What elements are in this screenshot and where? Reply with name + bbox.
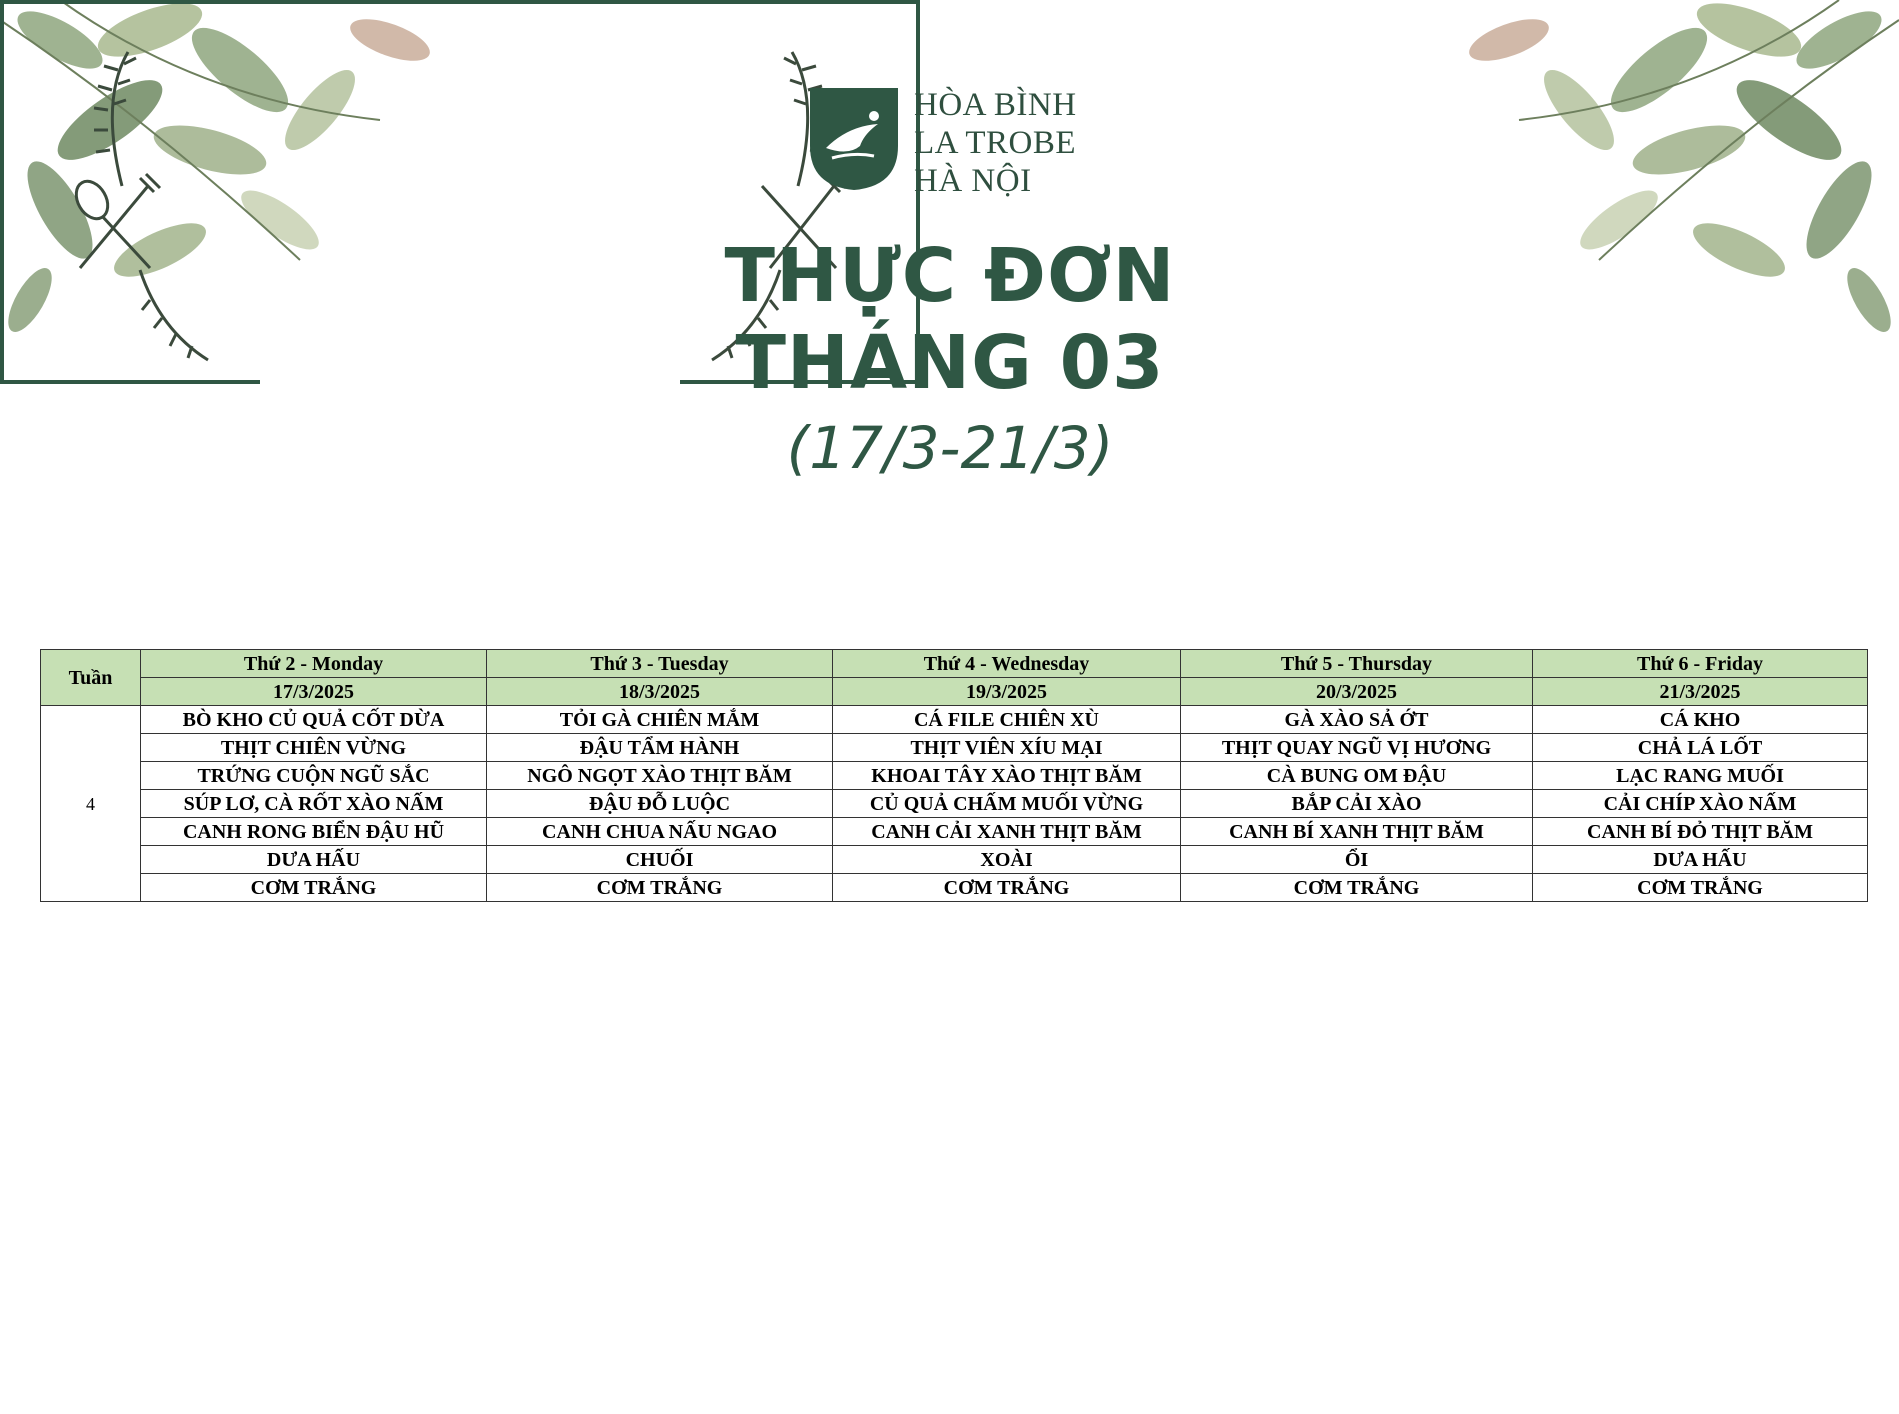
dish-cell: CÁ FILE CHIÊN XÙ — [833, 706, 1181, 734]
shield-bird-icon — [808, 86, 900, 192]
menu-table — [40, 649, 1868, 902]
dish-cell: DƯA HẤU — [141, 846, 487, 874]
dish-cell: CHUỐI — [487, 846, 833, 874]
logo-text — [914, 86, 1077, 200]
table-row — [41, 874, 1868, 902]
dish-cell: CẢI CHÍP XÀO NẤM — [1533, 790, 1868, 818]
day-name-header: Thứ 2 - Monday — [141, 650, 487, 678]
dish-cell: TRỨNG CUỘN NGŨ SẮC — [141, 762, 487, 790]
table-row — [41, 762, 1868, 790]
dish-cell: LẠC RANG MUỐI — [1533, 762, 1868, 790]
dish-cell: CỦ QUẢ CHẤM MUỐI VỪNG — [833, 790, 1181, 818]
dish-cell: BẮP CẢI XÀO — [1181, 790, 1533, 818]
day-date-header: 17/3/2025 — [141, 678, 487, 706]
school-logo — [808, 86, 1108, 199]
dish-cell: CÁ KHO — [1533, 706, 1868, 734]
dish-cell: THỊT CHIÊN VỪNG — [141, 734, 487, 762]
day-name-header: Thứ 4 - Wednesday — [833, 650, 1181, 678]
dish-cell: THỊT QUAY NGŨ VỊ HƯƠNG — [1181, 734, 1533, 762]
dish-cell: CHẢ LÁ LỐT — [1533, 734, 1868, 762]
page-title-line1: THỰC ĐƠN — [724, 233, 1176, 319]
dish-cell: CƠM TRẮNG — [141, 874, 487, 902]
dish-cell: ĐẬU TẨM HÀNH — [487, 734, 833, 762]
table-row — [41, 846, 1868, 874]
dish-cell: SÚP LƠ, CÀ RỐT XÀO NẤM — [141, 790, 487, 818]
dish-cell: KHOAI TÂY XÀO THỊT BĂM — [833, 762, 1181, 790]
leaf-decoration-right — [1429, 0, 1899, 360]
table-row — [41, 790, 1868, 818]
dish-cell: ỔI — [1181, 846, 1533, 874]
day-name-header: Thứ 6 - Friday — [1533, 650, 1868, 678]
logo-line: LA TROBE — [914, 125, 1076, 161]
dish-cell: CANH BÍ ĐỎ THỊT BĂM — [1533, 818, 1868, 846]
day-header-row — [41, 650, 1868, 678]
dish-cell: CANH CẢI XANH THỊT BĂM — [833, 818, 1181, 846]
sprig-icon — [94, 52, 208, 360]
date-header-row — [41, 678, 1868, 706]
week-header: Tuần — [41, 650, 141, 706]
day-date-header: 21/3/2025 — [1533, 678, 1868, 706]
dish-cell: CƠM TRẮNG — [1181, 874, 1533, 902]
dish-cell: CANH BÍ XANH THỊT BĂM — [1181, 818, 1533, 846]
dish-cell: TỎI GÀ CHIÊN MẮM — [487, 706, 833, 734]
dish-cell: CƠM TRẮNG — [487, 874, 833, 902]
dish-cell: XOÀI — [833, 846, 1181, 874]
dish-cell: CANH RONG BIỂN ĐẬU HŨ — [141, 818, 487, 846]
dish-cell: DƯA HẤU — [1533, 846, 1868, 874]
dish-cell: THỊT VIÊN XÍU MẠI — [833, 734, 1181, 762]
logo-line: HÀ NỘI — [914, 163, 1032, 199]
day-date-header: 19/3/2025 — [833, 678, 1181, 706]
day-name-header: Thứ 3 - Tuesday — [487, 650, 833, 678]
spoon-fork-icon — [70, 174, 160, 268]
day-date-header: 18/3/2025 — [487, 678, 833, 706]
dish-cell: CANH CHUA NẤU NGAO — [487, 818, 833, 846]
week-number-cell: 4 — [41, 706, 141, 902]
logo-line: HÒA BÌNH — [914, 87, 1077, 123]
dish-cell: CƠM TRẮNG — [1533, 874, 1868, 902]
dish-cell: GÀ XÀO SẢ ỚT — [1181, 706, 1533, 734]
dish-cell: NGÔ NGỌT XÀO THỊT BĂM — [487, 762, 833, 790]
table-row — [41, 818, 1868, 846]
dish-cell: ĐẬU ĐỖ LUỘC — [487, 790, 833, 818]
dish-cell: BÒ KHO CỦ QUẢ CỐT DỪA — [141, 706, 487, 734]
table-row — [41, 706, 1868, 734]
day-date-header: 20/3/2025 — [1181, 678, 1533, 706]
dish-cell: CƠM TRẮNG — [833, 874, 1181, 902]
table-row — [41, 734, 1868, 762]
page-title-line2: THÁNG 03 — [735, 320, 1165, 406]
date-range: (17/3-21/3) — [786, 414, 1114, 482]
day-name-header: Thứ 5 - Thursday — [1181, 650, 1533, 678]
dish-cell: CÀ BUNG OM ĐẬU — [1181, 762, 1533, 790]
